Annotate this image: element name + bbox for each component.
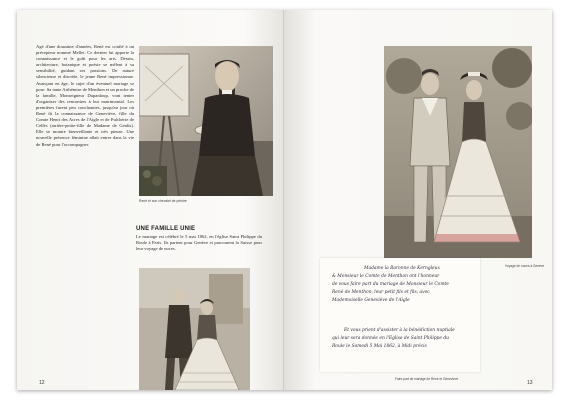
right-page [284,10,552,390]
invitation-line: qui leur sera donnée en l'Eglise de Saint Philippe du [332,336,450,341]
couple-photo-small [139,268,250,390]
painter-photo [139,46,273,196]
section-heading: UNE FAMILLE UNIE [136,226,196,232]
wedding-invitation [320,258,480,372]
left-page [17,10,284,390]
honeymoon-photo [384,46,532,258]
wedding-paragraph [136,234,262,252]
invitation-line: de vous faire part du mariage de Monsieur le Comte [332,282,449,287]
invitation-caption: Faire-part de mariage de René et Geneviève [395,377,459,381]
invitation-line: René de Menthon, leur petit fils et fils, avec [332,290,430,295]
intro-paragraph [36,44,134,148]
page-number-left: 12 [39,380,45,386]
invitation-line: Roule le Samedi 5 Mai 1862, à Midi précis [332,344,427,349]
painter-caption: René et son chevalet de peintre [139,199,187,203]
wedding-text: Le mariage est célébré le 5 mai 1862, en l'église Saint Philippe du Roule à Paris. Ils partent pour Genève et parcourent la Suisse pour leur voyage de noces. [136,234,262,252]
invitation-line: Et vous prient d'assister à la bénédiction nuptiale [344,328,455,333]
book-spread [17,10,552,390]
page-number-right: 13 [527,380,533,386]
intro-text: Agé d'une douzaine d'années, René est confié à un précepteur nommé Mellet. Ce dernier lui apporte la connaissance et le goût pour les arts. Dessin, architecture, botanique et poésie se mêlent à sa sensibilité, guidant ses passions. De nature silencieuse et discrète, le jeune René impressionne. Avançant en âge, le sujet d'un éventuel mariage se pose. Sa tante Arthémise de Menthon et un proche de la famille, Monseigneur Dupanloup, vont tenter d'organiser des rencontres à but matrimonial. Les premières furent peu concluantes, jusqu'au jour où René fit la connaissance de Geneviève, fille du Comte Henri des Acres de l'Aigle et de Pulchérie de Cellès (arrière-petite-fille de Madame de Genlis). Elle se montre bienveillante et très pieuse. Une nouvelle présence féminine allait entrer dans la vie de René pour l'accompagner. [36,44,134,147]
honeymoon-caption: Voyage de noces à Genève [505,264,545,268]
invitation-line: & Monsieur le Comte de Menthon ont l'honneur [332,274,440,279]
invitation-line: Mademoiselle Geneviève de l'Aigle [332,298,410,303]
invitation-line: Madame la Baronne de Kerngleux [364,266,440,271]
